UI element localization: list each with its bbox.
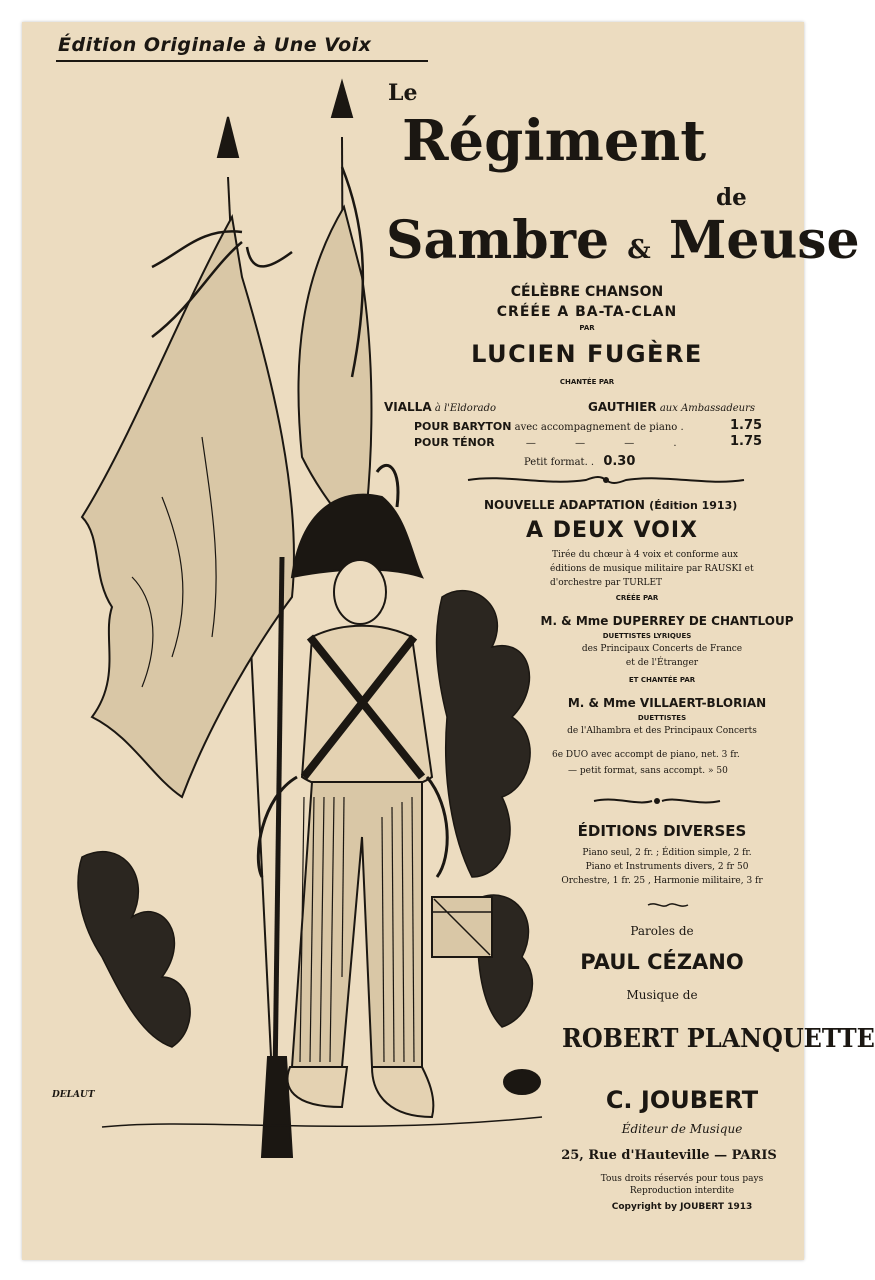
duo2-role: DUETTISTES	[637, 714, 687, 722]
soldier-illustration	[42, 77, 562, 1177]
adaptation-desc-1: Tirée du chœur à 4 voix et conforme aux	[552, 550, 739, 560]
duo2-name: M. & Mme VILLAERT-BLORIAN	[567, 696, 767, 710]
ornament-small	[646, 900, 690, 910]
illustration-signature: DELAUT	[52, 1090, 95, 1100]
chantee-par: CHANTÉE PAR	[559, 378, 615, 386]
duo1-name: M. & Mme DUPERREY DE CHANTLOUP	[540, 614, 794, 628]
title-regiment: Régiment	[402, 108, 707, 174]
price-baryton: POUR BARYTON avec accompagnement de piano .	[414, 420, 684, 433]
title-de: de	[716, 184, 747, 211]
adaptation-desc-2: éditions de musique militaire par RAUSKI et	[550, 564, 754, 574]
adaptation-heading: NOUVELLE ADAPTATION (Édition 1913)	[484, 498, 738, 512]
editions-line2: Piano et Instruments divers, 2 fr 50	[585, 862, 749, 872]
duo2-chantee-par: ET CHANTÉE PAR	[628, 676, 696, 684]
duo1-role: DUETTISTES LYRIQUES	[602, 632, 692, 640]
adaptation-desc-3: d'orchestre par TURLET	[550, 578, 663, 588]
duo-price-2: — petit format, sans accompt. » 50	[568, 766, 728, 776]
publisher-address: 25, Rue d'Hauteville — PARIS	[561, 1148, 777, 1163]
performer-name: LUCIEN FUGÈRE	[471, 340, 703, 368]
copyright-line: Copyright by JOUBERT 1913	[611, 1202, 753, 1212]
price-tenor-value: 1.75	[730, 434, 763, 449]
banner-underline	[56, 60, 428, 62]
rights-line1: Tous droits réservés pour tous pays	[600, 1174, 764, 1184]
price-petit: Petit format. . 0.30	[524, 454, 636, 469]
subtitle-line1: CÉLÈBRE CHANSON	[510, 284, 664, 300]
musique-label: Musique de	[626, 988, 698, 1002]
title-ampersand: &	[627, 235, 651, 265]
sheet-music-cover	[22, 22, 875, 1260]
subtitle-line2: CRÉÉE A BA-TA-CLAN	[496, 304, 678, 320]
price-baryton-value: 1.75	[730, 418, 763, 433]
duo-price-1: 6e DUO avec accompt de piano, net. 3 fr.	[552, 750, 740, 760]
title-meuse: Meuse	[668, 210, 860, 271]
title-sambre: Sambre	[386, 210, 610, 271]
publisher-role: Éditeur de Musique	[621, 1122, 743, 1136]
adaptation-deux-voix: A DEUX VOIX	[526, 518, 698, 543]
price-tenor: POUR TÉNOR — — — .	[414, 436, 695, 449]
publisher-name: C. JOUBERT	[605, 1086, 759, 1114]
singer-right: GAUTHIER aux Ambassadeurs	[588, 400, 756, 414]
editions-line3: Orchestre, 1 fr. 25 , Harmonie militaire, 3 fr	[561, 876, 763, 886]
adaptation-creee-par: CRÉÉE PAR	[615, 594, 659, 602]
composer-name: ROBERT PLANQUETTE	[562, 1024, 875, 1054]
title-le: Le	[388, 80, 418, 106]
duo1-line1: des Principaux Concerts de France	[581, 644, 743, 654]
subtitle-par: PAR	[579, 324, 595, 332]
rights-line2: Reproduction interdite	[629, 1186, 735, 1196]
edition-banner: Édition Originale à Une Voix	[58, 34, 372, 56]
ornament-divider	[592, 794, 722, 808]
editions-line1: Piano seul, 2 fr. ; Édition simple, 2 fr.	[582, 848, 752, 858]
duo1-line2: et de l'Étranger	[625, 658, 699, 668]
paroles-label: Paroles de	[630, 924, 694, 938]
editions-heading: ÉDITIONS DIVERSES	[577, 822, 747, 840]
duo2-line: de l'Alhambra et des Principaux Concerts	[567, 726, 757, 736]
lyricist-name: PAUL CÉZANO	[580, 950, 744, 974]
singer-left: VIALLA à l'Eldorado	[384, 400, 496, 414]
